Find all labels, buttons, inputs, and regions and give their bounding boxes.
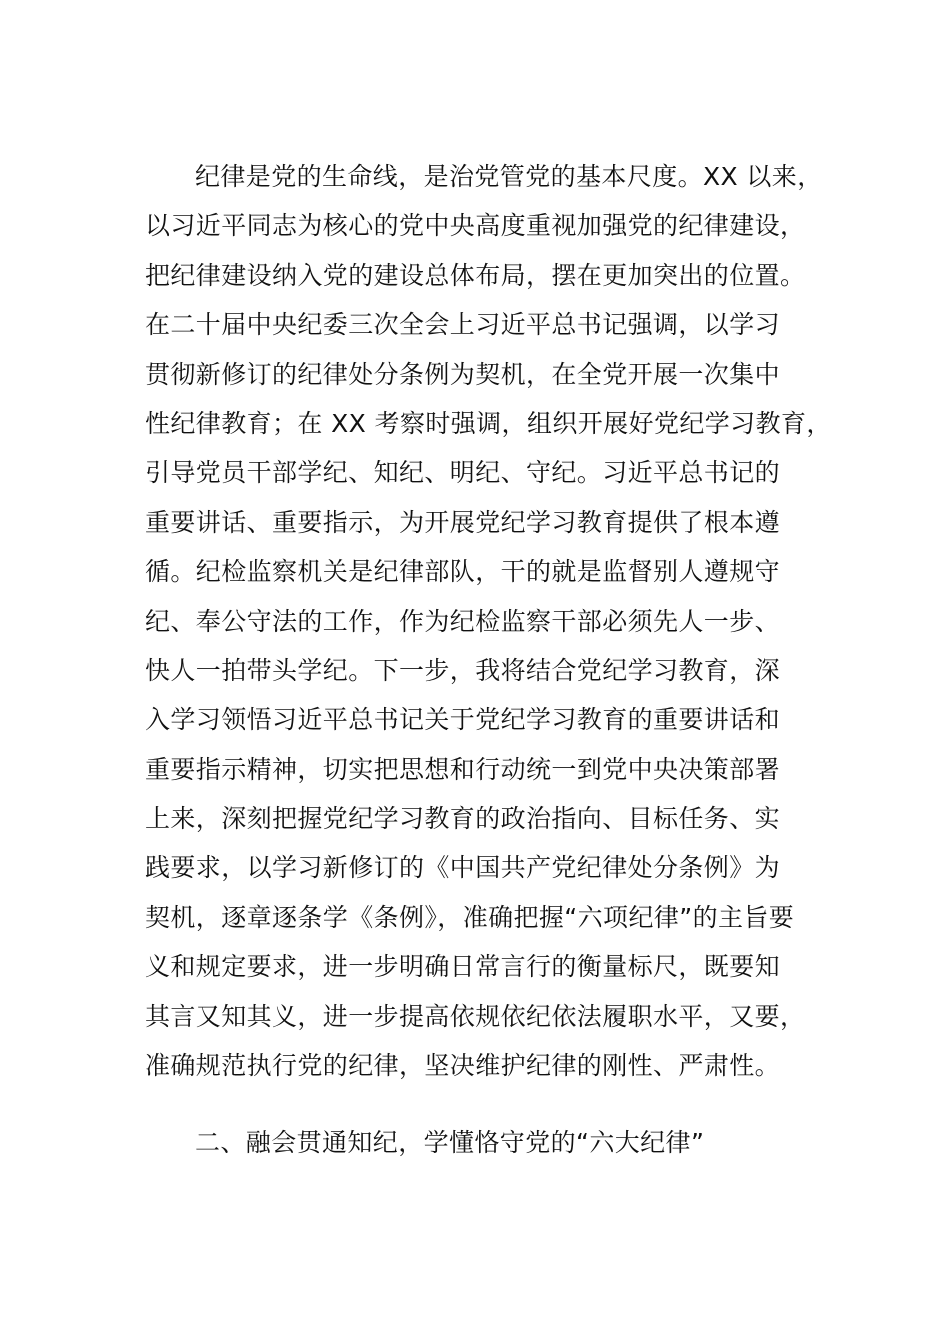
paragraph-line: 重要指示精神，切实把思想和行动统一到党中央决策部署 [145,754,781,784]
paragraph-line: 重要讲话、重要指示，为开展党纪学习教育提供了根本遵 [145,507,781,537]
paragraph-line: 准确规范执行党的纪律，坚决维护纪律的刚性、严肃性。 [145,1051,781,1081]
paragraph-line: 入学习领悟习近平总书记关于党纪学习教育的重要讲话和 [145,705,781,735]
paragraph-line: 上来，深刻把握党纪学习教育的政治指向、目标任务、实 [145,804,781,834]
paragraph-line: 循。纪检监察机关是纪律部队，干的就是监督别人遵规守 [145,557,781,587]
paragraph-line: 纪律是党的生命线，是治党管党的基本尺度。XX 以来， [195,162,823,191]
paragraph-line: 其言又知其义，进一步提高依规依纪依法履职水平，又要， [145,1001,806,1031]
paragraph-line: 把纪律建设纳入党的建设总体布局，摆在更加突出的位置。 [145,260,806,290]
paragraph-line: 性纪律教育；在 XX 考察时强调，组织开展好党纪学习教育， [145,408,832,438]
paragraph-line: 快人一拍带头学纪。下一步，我将结合党纪学习教育，深 [145,655,781,685]
paragraph-line: 引导党员干部学纪、知纪、明纪、守纪。习近平总书记的 [145,458,781,488]
paragraph-line: 践要求，以学习新修订的《中国共产党纪律处分条例》为 [145,853,781,883]
paragraph-line: 在二十届中央纪委三次全会上习近平总书记强调，以学习 [145,310,781,340]
body-paragraph [145,152,835,1090]
paragraph-line: 贯彻新修订的纪律处分条例为契机，在全党开展一次集中 [145,359,781,389]
paragraph-line: 纪、奉公守法的工作，作为纪检监察干部必须先人一步、 [145,606,781,636]
paragraph-line: 以习近平同志为核心的党中央高度重视加强党的纪律建设， [145,211,806,241]
paragraph-line: 契机，逐章逐条学《条例》，准确把握“六项纪律”的主旨要 [145,902,795,932]
section-heading: 二、融会贯通知纪，学懂恪守党的“六大纪律” [195,1128,705,1157]
paragraph-line: 义和规定要求，进一步明确日常言行的衡量标尺，既要知 [145,952,781,982]
